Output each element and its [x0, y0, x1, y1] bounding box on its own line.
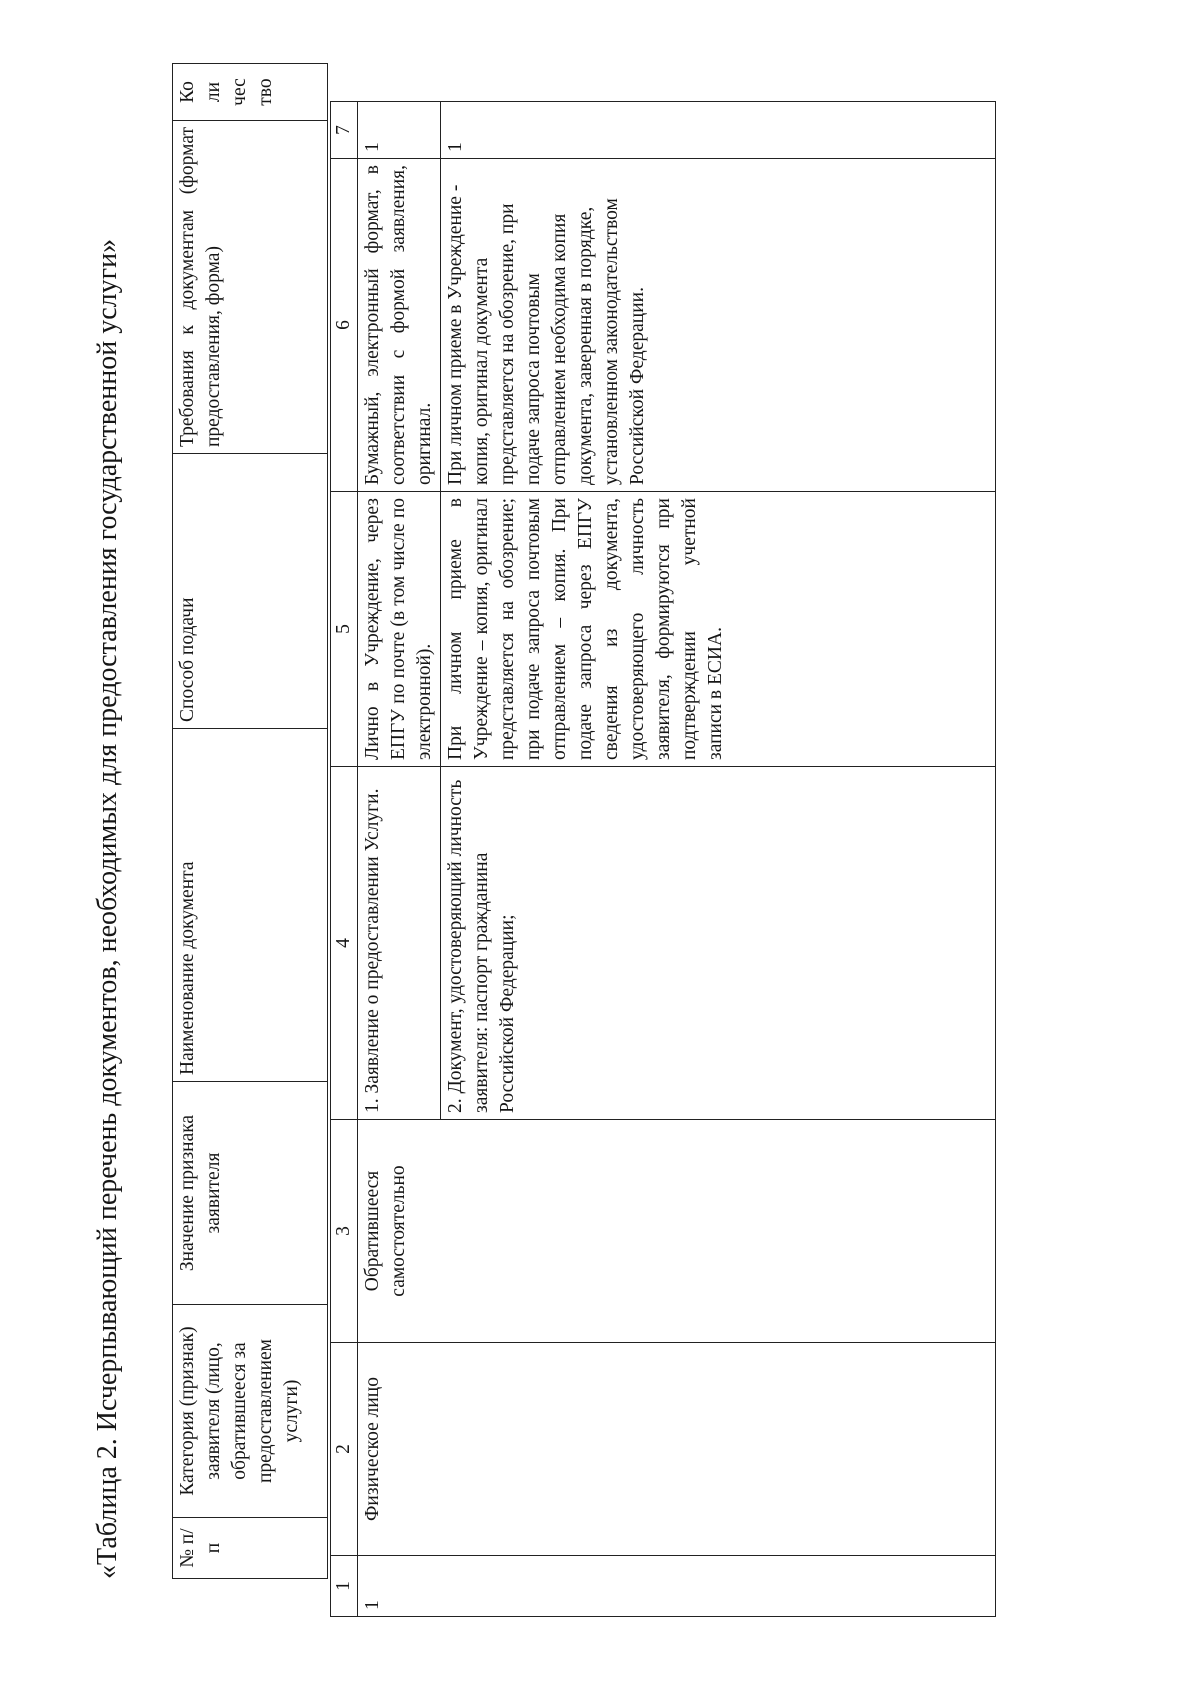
- header-qty-line: ли: [203, 81, 224, 103]
- header-qty-line: Ко: [177, 81, 198, 103]
- column-number-row: [331, 102, 358, 1617]
- header-value: Значение признака заявителя: [173, 1082, 328, 1305]
- col-number: 3: [331, 1120, 358, 1343]
- col-number: 5: [331, 492, 358, 767]
- col-number: 2: [331, 1343, 358, 1556]
- doc-name: 2. Документ, удостоверяющий личность заявителя: паспорт гражданина Российской Федерации;: [441, 767, 996, 1120]
- data-table: [330, 101, 996, 1617]
- header-category: Категория (признак) заявителя (лицо, обратившееся за предоставлением услуги): [173, 1305, 328, 1518]
- header-qty: [173, 64, 328, 121]
- header-qty-line: тво: [255, 78, 276, 106]
- header-table: [172, 63, 328, 1579]
- col-number: 4: [331, 767, 358, 1120]
- doc-requirements: Бумажный, электронный формат, в соответствии с формой заявления, оригинал.: [358, 159, 441, 492]
- row-num: 1: [358, 1556, 996, 1617]
- doc-method: При личном приеме в Учреждение – копия, оригинал представляется на обозрение; при подаче запроса почтовым отправлением – копия. При подаче запроса через ЕПГУ сведения из документа, удостоверяющего личность заявителя, формируются при подтверждении учетной записи в ЕСИА.: [441, 492, 996, 767]
- header-requirements: Требования к документам (формат предоставления, форма): [173, 121, 328, 454]
- row-category: Физическое лицо: [358, 1343, 996, 1556]
- table-row: [358, 102, 441, 1617]
- header-row: [173, 64, 328, 1579]
- header-method: Способ подачи: [173, 454, 328, 729]
- col-number: 6: [331, 159, 358, 492]
- doc-qty: 1: [441, 102, 996, 159]
- col-number: 1: [331, 1556, 358, 1617]
- doc-name: 1. Заявление о предоставлении Услуги.: [358, 767, 441, 1120]
- header-num: № п/п: [173, 1518, 328, 1579]
- page-title: «Таблица 2. Исчерпывающий перечень документов, необходимых для предоставления государственной услуги»: [92, 238, 123, 1579]
- doc-qty: 1: [358, 102, 441, 159]
- col-number: 7: [331, 102, 358, 159]
- header-doc-name: Наименование документа: [173, 729, 328, 1082]
- row-value: Обратившееся самостоятельно: [358, 1120, 996, 1343]
- header-qty-line: чес: [229, 78, 250, 106]
- doc-method: Лично в Учреждение, через ЕПГУ по почте (в том числе по электронной).: [358, 492, 441, 767]
- doc-requirements: При личном приеме в Учреждение - копия, оригинал документа представляется на обозрение, при подаче запроса почтовым отправлением необходима копия документа, заверенная в порядке, установленном законодательством Российской Федерации.: [441, 159, 996, 492]
